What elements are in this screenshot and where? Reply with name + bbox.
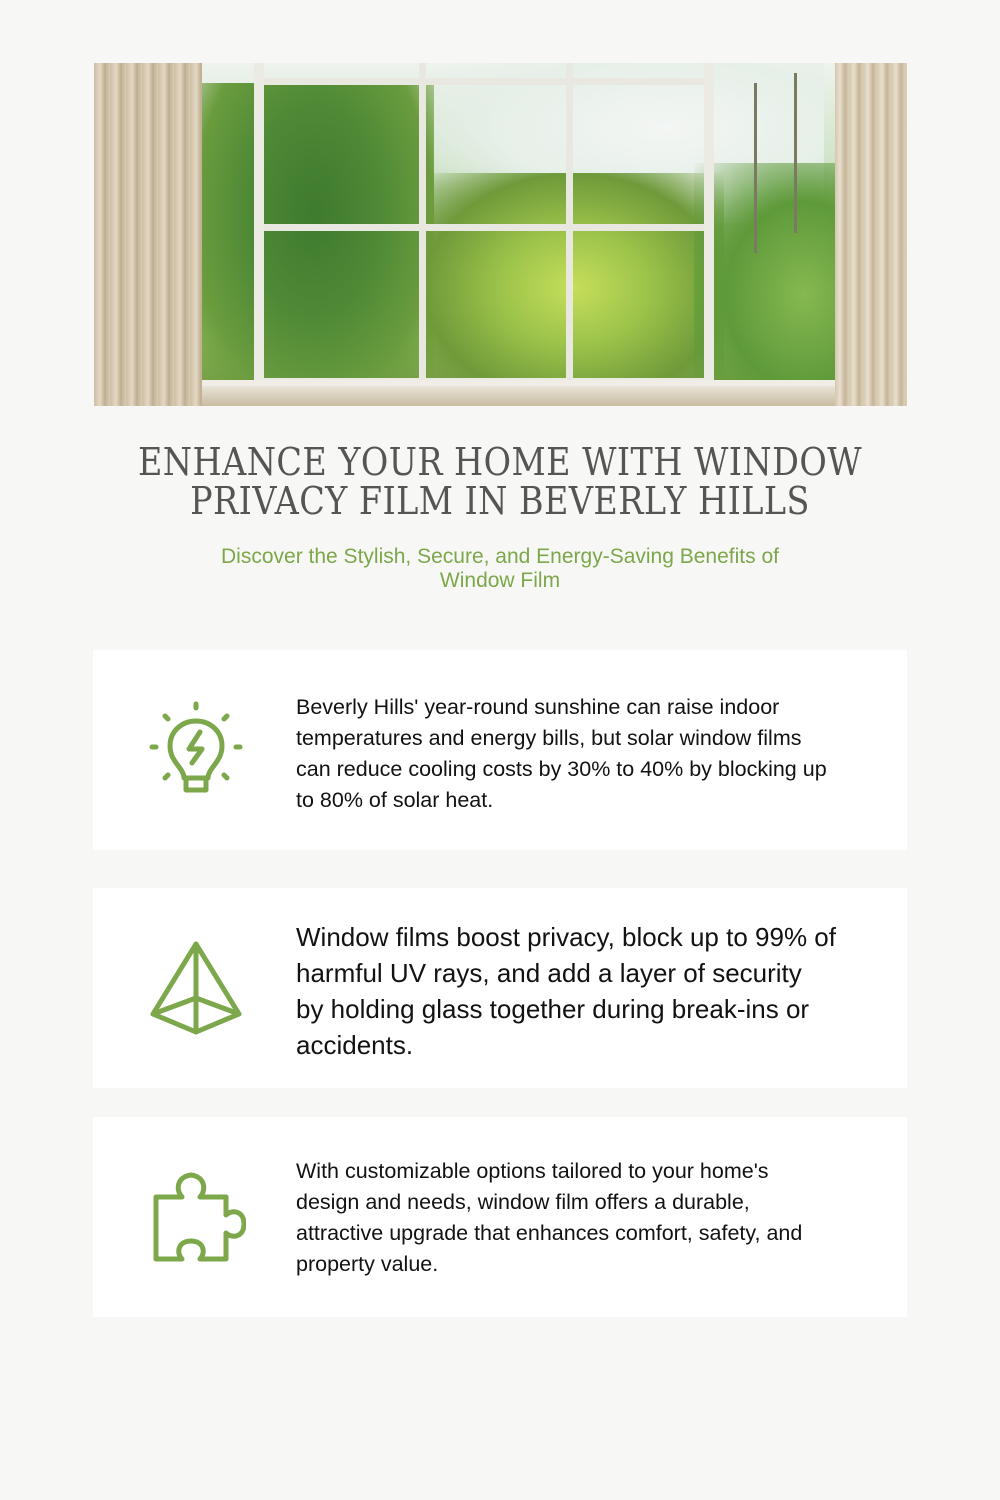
- title-line-1: ENHANCE YOUR HOME WITH WINDOW: [137, 440, 863, 484]
- subtitle: [150, 545, 850, 593]
- window-sill: [94, 386, 907, 406]
- benefit-text: Beverly Hills' year-round sunshine can raise indoor temperatures and energy bills, but solar window films can reduce cooling costs by 30% to 40% by blocking up to 80% of solar heat.: [296, 695, 827, 812]
- hero-image: [94, 63, 907, 406]
- subtitle-line-2: Window Film: [439, 569, 561, 592]
- subtitle-line-1: Discover the Stylish, Secure, and Energy-Saving Benefits of: [221, 545, 779, 568]
- page-title: [113, 440, 887, 523]
- benefit-card-customization: [93, 1117, 907, 1317]
- window-transom: [264, 224, 704, 231]
- benefit-text: With customizable options tailored to your home's design and needs, window film offers a durable, attractive upgrade that enhances comfort, safety, and property value.: [296, 1159, 803, 1276]
- puzzle-piece-icon: [144, 1167, 248, 1267]
- window-transom: [264, 78, 704, 85]
- benefit-card-energy: [93, 650, 907, 850]
- palm-trunk: [794, 73, 797, 233]
- palm-trunk: [754, 83, 757, 253]
- curtain-left: [94, 63, 202, 406]
- title-line-2: PRIVACY FILM IN BEVERLY HILLS: [190, 479, 810, 523]
- benefit-card-privacy-security: [93, 888, 907, 1088]
- pyramid-icon: [144, 938, 248, 1038]
- benefit-text: Window films boost privacy, block up to 99% of harmful UV rays, and add a layer of security by holding glass together during break-ins or accidents.: [296, 922, 836, 1060]
- lightbulb-bolt-icon: [144, 700, 248, 800]
- curtain-right: [835, 63, 907, 406]
